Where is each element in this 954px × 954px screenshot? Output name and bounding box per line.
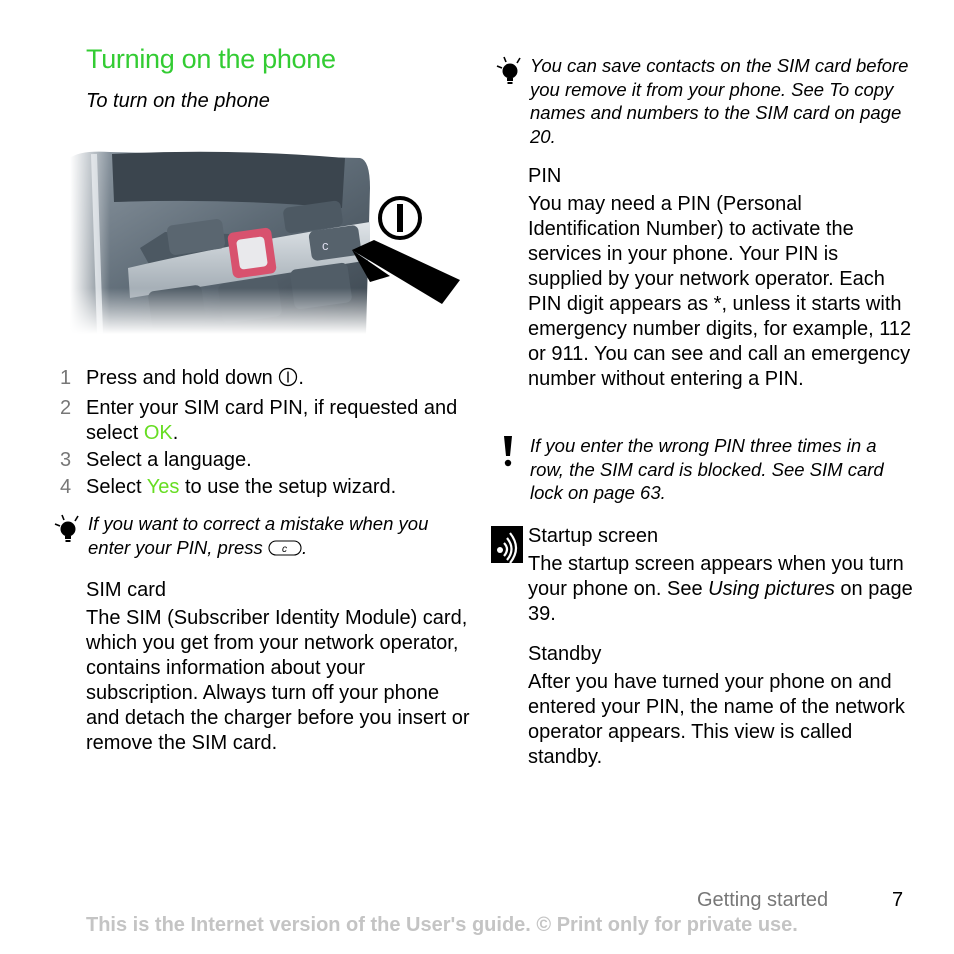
power-key-icon xyxy=(380,198,420,238)
step-text-end: . xyxy=(298,367,304,389)
using-pictures-link[interactable]: Using pictures xyxy=(708,578,835,600)
step-text: Select a language. xyxy=(86,449,252,471)
startup-body: The startup screen appears when you turn your phone on. See xyxy=(528,553,904,600)
tip-text: If you want to correct a mistake when you enter your PIN, press xyxy=(88,513,429,558)
step-text: Enter your SIM card PIN, if requested and select xyxy=(86,397,458,444)
standby-section xyxy=(528,642,918,770)
page-title: Turning on the phone xyxy=(86,44,336,74)
power-key-icon xyxy=(278,367,298,394)
page-number: 7 xyxy=(892,889,904,911)
lightbulb-icon xyxy=(52,512,88,562)
step-text-end: to use the setup wizard. xyxy=(179,476,397,498)
page-subtitle: To turn on the phone xyxy=(86,90,270,112)
copy-names-link[interactable]: To copy names and numbers to the SIM card xyxy=(530,78,894,123)
clear-key-label: c xyxy=(281,543,287,555)
step-number: 3 xyxy=(60,449,72,471)
standby-body: After you have turned your phone on and entered your PIN, the name of the network operator appears. This view is called standby. xyxy=(528,671,905,768)
clear-key-icon xyxy=(268,539,302,563)
sound-icon xyxy=(491,526,523,563)
list-item xyxy=(60,448,470,473)
pin-heading: PIN xyxy=(528,165,562,187)
tip-text-end: . xyxy=(301,536,308,558)
lightbulb-icon xyxy=(494,54,530,148)
step-text-end: . xyxy=(172,422,179,444)
warning-wrong-pin xyxy=(494,434,914,505)
sim-card-heading: SIM card xyxy=(86,579,167,601)
startup-screen-section xyxy=(528,524,918,627)
tip-correct-mistake xyxy=(52,512,472,562)
sim-card-section xyxy=(86,578,471,756)
footer-disclaimer: This is the Internet version of the User's guide. © Print only for private use. xyxy=(86,914,798,936)
list-item xyxy=(60,396,470,446)
tip-text: You can save contacts on the SIM card before you remove it from your phone. See xyxy=(530,55,909,100)
step-number: 2 xyxy=(60,397,72,419)
startup-body-end: on page 39. xyxy=(528,578,913,625)
tip-save-contacts xyxy=(494,54,914,148)
standby-heading: Standby xyxy=(528,643,602,665)
startup-heading: Startup screen xyxy=(528,525,659,547)
yes-softkey-label: Yes xyxy=(146,476,180,498)
step-number: 4 xyxy=(60,476,72,498)
phone-illustration xyxy=(70,148,462,334)
pin-section xyxy=(528,164,918,392)
step-text: Select xyxy=(86,476,147,498)
step-list xyxy=(60,366,470,502)
step-text: Press and hold down xyxy=(86,367,279,389)
list-item xyxy=(60,366,470,394)
step-number: 1 xyxy=(60,367,72,389)
sim-card-body: The SIM (Subscriber Identity Module) card, which you get from your network operator, contains information about your subscription. Always turn off your phone and detach the charger before you insert or remove the SIM card. xyxy=(86,607,470,754)
warning-text: If you enter the wrong PIN three times in a row, the SIM card is blocked. See SIM card lock on page 63. xyxy=(530,435,884,503)
ok-softkey-label: OK xyxy=(143,422,173,444)
tip-text-end: on page 20. xyxy=(530,102,902,147)
pin-body: You may need a PIN (Personal Identification Number) to activate the services in your phone. Your PIN is supplied by your network operator. Each PIN digit appears as *, unless it starts with emergency number digits, for example, 112 or 911. You can see and call an emergency number without entering a PIN. xyxy=(528,193,912,390)
list-item xyxy=(60,475,470,500)
footer-section-name: Getting started xyxy=(697,889,829,911)
svg-text:c: c xyxy=(322,238,329,253)
exclamation-icon xyxy=(494,434,530,505)
